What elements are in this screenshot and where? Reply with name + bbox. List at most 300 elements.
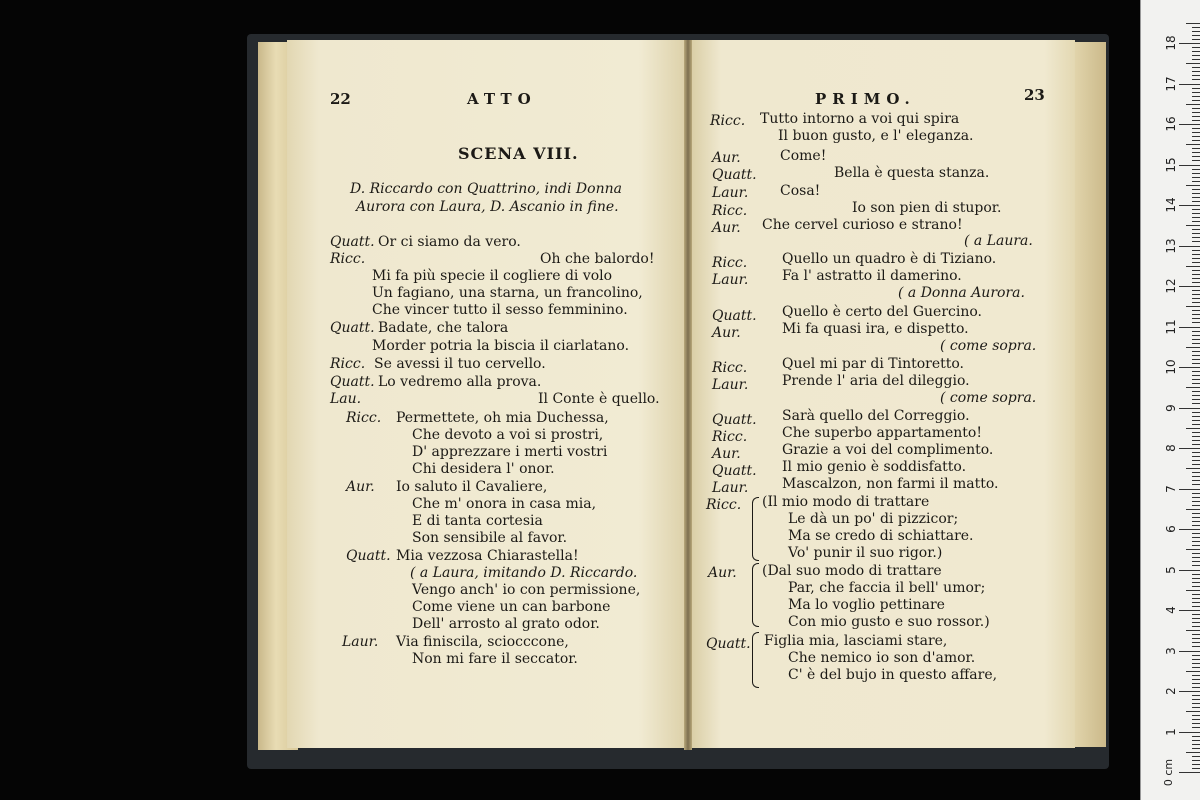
ruler-tick	[1192, 545, 1200, 546]
ruler-tick	[1192, 278, 1200, 279]
left-page-number: 22	[330, 90, 351, 108]
ruler-mark-label: 8	[1164, 444, 1178, 452]
ruler-tick	[1192, 351, 1200, 352]
verse-line: Badate, che talora	[378, 320, 509, 336]
speaker-label: Aur.	[712, 325, 741, 341]
ruler-tick	[1192, 533, 1200, 534]
ruler-tick	[1179, 124, 1200, 125]
verse-line: Prende l' aria del dileggio.	[782, 373, 970, 389]
ruler-tick	[1192, 634, 1200, 635]
ruler-tick	[1192, 31, 1200, 32]
ruler-tick	[1179, 327, 1200, 328]
ruler-tick	[1192, 460, 1200, 461]
verse-line: Le dà un po' di pizzicor;	[788, 511, 959, 527]
ruler-tick	[1192, 318, 1200, 319]
ruler-tick	[1192, 128, 1200, 129]
ruler-tick	[1192, 75, 1200, 76]
speaker-label: Ricc.	[712, 255, 748, 271]
ruler-tick	[1186, 468, 1200, 469]
ruler-tick	[1179, 165, 1200, 166]
speaker-label: Quatt.	[712, 412, 757, 428]
verse-line: C' è del bujo in questo affare,	[788, 667, 998, 683]
right-page-number: 23	[1024, 86, 1045, 104]
verse-line: Che superbo appartamento!	[782, 425, 982, 441]
ruler-tick	[1179, 691, 1200, 692]
speaker-label: Quatt.	[330, 374, 375, 390]
verse-line: Via finiscila, sciocccone,	[396, 634, 569, 650]
stage-direction-line: Aurora con Laura, D. Ascanio in fine.	[356, 199, 619, 215]
speaker-label: Laur.	[712, 185, 749, 201]
ruler-tick	[1192, 703, 1200, 704]
ruler-tick	[1192, 314, 1200, 315]
ruler-mark-label: 10	[1164, 359, 1178, 375]
verse-line: (Il mio modo di trattare	[762, 494, 930, 510]
stage-direction: ( come sopra.	[940, 338, 1037, 354]
ruler-tick	[1192, 679, 1200, 680]
ruler-tick	[1186, 144, 1200, 145]
speaker-label: Ricc.	[710, 113, 746, 129]
ruler-tick	[1192, 719, 1200, 720]
ruler-tick	[1186, 509, 1200, 510]
verse-line: Che vincer tutto il sesso femminino.	[372, 302, 628, 318]
ruler-tick	[1192, 476, 1200, 477]
verse-line: Son sensibile al favor.	[412, 530, 568, 546]
ruler-tick	[1192, 557, 1200, 558]
verse-line: Quel mi par di Tintoretto.	[782, 356, 964, 372]
speaker-label: Ricc.	[330, 251, 366, 267]
ruler-tick	[1192, 92, 1200, 93]
ruler-tick	[1192, 132, 1200, 133]
ruler-tick	[1192, 618, 1200, 619]
ruler-tick	[1192, 116, 1200, 117]
ruler-tick	[1192, 189, 1200, 190]
ruler-tick	[1192, 67, 1200, 68]
ruler-tick	[1192, 614, 1200, 615]
measurement-ruler	[1140, 0, 1200, 800]
ruler-tick	[1192, 298, 1200, 299]
ruler-tick	[1186, 23, 1200, 24]
ruler-tick	[1192, 501, 1200, 502]
ruler-tick	[1192, 517, 1200, 518]
ruler-mark-label: 6	[1164, 525, 1178, 533]
ruler-tick	[1186, 711, 1200, 712]
ruler-tick	[1192, 331, 1200, 332]
ruler-tick	[1179, 732, 1200, 733]
ruler-tick	[1192, 322, 1200, 323]
verse-line: Lo vedremo alla prova.	[378, 374, 542, 390]
verse-line: Tutto intorno a voi qui spira	[760, 111, 960, 127]
verse-line: Sarà quello del Correggio.	[782, 408, 970, 424]
ruler-tick	[1192, 525, 1200, 526]
speaker-label: Aur.	[346, 479, 375, 495]
ruler-mark-label: 1	[1164, 727, 1178, 736]
ruler-tick	[1192, 586, 1200, 587]
ruler-tick	[1192, 152, 1200, 153]
ruler-tick	[1192, 561, 1200, 562]
ruler-mark-label: 18	[1164, 35, 1178, 51]
speaker-label: Aur.	[712, 220, 741, 236]
ruler-tick	[1179, 367, 1200, 368]
ruler-tick	[1192, 582, 1200, 583]
ruler-tick	[1192, 440, 1200, 441]
verse-line: Se avessi il tuo cervello.	[374, 356, 546, 372]
ruler-tick	[1192, 744, 1200, 745]
verse-line: Vo' punir il suo rigor.)	[788, 545, 943, 561]
ruler-tick	[1192, 594, 1200, 595]
ruler-tick	[1192, 416, 1200, 417]
ruler-mark-label: 2	[1164, 687, 1178, 695]
ruler-tick	[1192, 480, 1200, 481]
speaker-label: Quatt.	[330, 234, 375, 250]
verse-line: Che devoto a voi si prostri,	[412, 427, 604, 443]
ruler-tick	[1192, 274, 1200, 275]
ruler-tick	[1192, 193, 1200, 194]
verse-line: Che nemico io son d'amor.	[788, 650, 976, 666]
right-running-head: PRIMO.	[815, 90, 916, 108]
ruler-tick	[1192, 699, 1200, 700]
ruler-tick	[1192, 302, 1200, 303]
ruler-mark-label: 3	[1164, 646, 1178, 655]
ruler-tick	[1192, 221, 1200, 222]
ruler-tick	[1192, 213, 1200, 214]
verse-line: E di tanta cortesia	[412, 513, 543, 529]
stage-direction: ( a Donna Aurora.	[898, 285, 1025, 301]
ruler-tick	[1192, 262, 1200, 263]
ruler-tick	[1192, 173, 1200, 174]
ruler-tick	[1192, 294, 1200, 295]
ruler-tick	[1192, 363, 1200, 364]
ruler-tick	[1186, 185, 1200, 186]
ruler-tick	[1192, 513, 1200, 514]
ruler-tick	[1192, 177, 1200, 178]
ruler-tick	[1192, 237, 1200, 238]
verse-line: Permettete, oh mia Duchessa,	[396, 410, 609, 426]
verse-line: Vengo anch' io con permissione,	[412, 582, 641, 598]
ruler-tick	[1192, 655, 1200, 656]
ruler-tick	[1192, 391, 1200, 392]
left-running-head: ATTO	[467, 90, 537, 108]
speaker-label: Aur.	[708, 565, 737, 581]
ruler-tick	[1192, 100, 1200, 101]
ruler-tick	[1192, 687, 1200, 688]
ruler-tick	[1192, 112, 1200, 113]
verse-line: Ma se credo di schiattare.	[788, 528, 974, 544]
verse-line: Mi fa quasi ira, e dispetto.	[782, 321, 969, 337]
ruler-tick	[1192, 659, 1200, 660]
ruler-tick	[1192, 456, 1200, 457]
ruler-tick	[1179, 205, 1200, 206]
verse-line: Il buon gusto, e l' eleganza.	[778, 128, 974, 144]
ruler-tick	[1179, 772, 1200, 773]
ruler-tick	[1192, 646, 1200, 647]
speaker-label: Laur.	[712, 272, 749, 288]
ruler-tick	[1192, 432, 1200, 433]
verse-line: Or ci siamo da vero.	[378, 234, 521, 250]
ruler-tick	[1186, 428, 1200, 429]
ruler-mark-label: 15	[1164, 156, 1178, 173]
verse-line: Il Conte è quello.	[538, 391, 660, 407]
ruler-tick	[1192, 241, 1200, 242]
ruler-tick	[1186, 306, 1200, 307]
ruler-tick	[1192, 727, 1200, 728]
ruler-tick	[1192, 764, 1200, 765]
ruler-tick	[1192, 464, 1200, 465]
ruler-tick	[1192, 355, 1200, 356]
ruler-tick	[1192, 339, 1200, 340]
ruler-tick	[1192, 436, 1200, 437]
verse-line: Figlia mia, lasciami stare,	[764, 633, 948, 649]
ruler-tick	[1186, 590, 1200, 591]
ruler-tick	[1192, 638, 1200, 639]
ruler-tick	[1192, 521, 1200, 522]
verse-line: Non mi fare il seccator.	[412, 651, 578, 667]
ruler-tick	[1192, 148, 1200, 149]
verse-line: Come viene un can barbone	[412, 599, 611, 615]
ruler-tick	[1186, 671, 1200, 672]
verse-line: (Dal suo modo di trattare	[762, 563, 942, 579]
ruler-tick	[1192, 181, 1200, 182]
speaker-label: Quatt.	[712, 308, 757, 324]
ruler-tick	[1179, 651, 1200, 652]
verse-line: Chi desidera l' onor.	[412, 461, 555, 477]
verse-line: Il mio genio è soddisfatto.	[782, 459, 967, 475]
ruler-tick	[1192, 472, 1200, 473]
ruler-tick	[1186, 347, 1200, 348]
ruler-mark-label: 12	[1164, 278, 1178, 294]
ruler-tick	[1192, 120, 1200, 121]
speaker-label: Quatt.	[712, 167, 757, 183]
ruler-mark-label: 9	[1164, 403, 1178, 412]
ruler-tick	[1192, 452, 1200, 453]
verse-line: Cosa!	[780, 183, 821, 199]
ruler-tick	[1192, 270, 1200, 271]
verse-line: Bella è questa stanza.	[834, 165, 990, 181]
ruler-tick	[1192, 493, 1200, 494]
ruler-tick	[1192, 108, 1200, 109]
ruler-tick	[1179, 84, 1200, 85]
ruler-tick	[1192, 371, 1200, 372]
verse-line: Con mio gusto e suo rossor.)	[788, 614, 990, 630]
ruler-tick	[1192, 740, 1200, 741]
speaker-label: Quatt.	[706, 636, 751, 652]
ruler-tick	[1192, 606, 1200, 607]
ruler-tick	[1192, 209, 1200, 210]
verse-line: Mascalzon, non farmi il matto.	[782, 476, 999, 492]
speaker-label: Ricc.	[706, 497, 742, 513]
ruler-unit-label: 0 cm	[1162, 758, 1176, 787]
ruler-tick	[1192, 310, 1200, 311]
verse-line: Che m' onora in casa mia,	[412, 496, 597, 512]
verse-line: Quello un quadro è di Tiziano.	[782, 251, 997, 267]
stage-direction: ( a Laura.	[964, 233, 1033, 249]
ruler-tick	[1192, 169, 1200, 170]
ruler-tick	[1192, 537, 1200, 538]
ruler-tick	[1179, 529, 1200, 530]
ruler-tick	[1192, 565, 1200, 566]
ruler-tick	[1192, 59, 1200, 60]
ruler-tick	[1192, 343, 1200, 344]
ruler-tick	[1192, 695, 1200, 696]
ruler-tick	[1192, 379, 1200, 380]
speaker-label: Laur.	[712, 480, 749, 496]
verse-line: Fa l' astratto il damerino.	[782, 268, 962, 284]
ruler-tick	[1186, 752, 1200, 753]
speaker-label: Ricc.	[712, 429, 748, 445]
ruler-tick	[1179, 489, 1200, 490]
ruler-tick	[1192, 707, 1200, 708]
ruler-tick	[1192, 140, 1200, 141]
speaker-label: Quatt.	[330, 320, 375, 336]
ruler-tick	[1192, 424, 1200, 425]
ruler-tick	[1192, 663, 1200, 664]
verse-line: D' apprezzare i merti vostri	[412, 444, 608, 460]
ruler-tick	[1192, 683, 1200, 684]
ruler-tick	[1192, 39, 1200, 40]
speaker-label: Quatt.	[712, 463, 757, 479]
speaker-label: Quatt.	[346, 548, 391, 564]
ruler-tick	[1192, 444, 1200, 445]
ruler-tick	[1179, 570, 1200, 571]
ruler-tick	[1186, 63, 1200, 64]
ruler-tick	[1192, 574, 1200, 575]
ruler-tick	[1179, 43, 1200, 44]
ruler-mark-label: 7	[1164, 484, 1178, 493]
ruler-tick	[1192, 598, 1200, 599]
ruler-tick	[1192, 497, 1200, 498]
ruler-mark-label: 17	[1164, 75, 1178, 92]
ruler-tick	[1192, 233, 1200, 234]
speaker-label: Laur.	[342, 634, 379, 650]
verse-line: Dell' arrosto al grato odor.	[412, 616, 600, 632]
ruler-tick	[1192, 250, 1200, 251]
speaker-label: Lau.	[330, 391, 362, 407]
ruler-tick	[1192, 622, 1200, 623]
ruler-tick	[1192, 412, 1200, 413]
ruler-tick	[1192, 79, 1200, 80]
ruler-tick	[1192, 47, 1200, 48]
ruler-tick	[1192, 254, 1200, 255]
verse-line: Mi fa più specie il cogliere di volo	[372, 268, 613, 284]
ruler-tick	[1192, 602, 1200, 603]
page-edges-right	[1070, 42, 1106, 747]
speaker-label: Ricc.	[330, 356, 366, 372]
ruler-tick	[1192, 359, 1200, 360]
ruler-tick	[1192, 335, 1200, 336]
verse-line: Mia vezzosa Chiarastella!	[396, 548, 579, 564]
ruler-tick	[1192, 197, 1200, 198]
ruler-tick	[1192, 420, 1200, 421]
ruler-tick	[1192, 715, 1200, 716]
ruler-tick	[1192, 756, 1200, 757]
verse-line: Par, che faccia il bell' umor;	[788, 580, 986, 596]
ruler-mark-label: 4	[1164, 606, 1178, 614]
ruler-tick	[1192, 748, 1200, 749]
ruler-tick	[1192, 51, 1200, 52]
ruler-tick	[1186, 387, 1200, 388]
verse-brace	[752, 497, 759, 561]
stage-direction: ( a Laura, imitando D. Riccardo.	[410, 565, 638, 581]
ruler-tick	[1179, 448, 1200, 449]
ruler-mark-label: 14	[1164, 197, 1178, 213]
verse-line: Che cervel curioso e strano!	[762, 217, 963, 233]
ruler-tick	[1192, 723, 1200, 724]
verse-line: Morder potria la biscia il ciarlatano.	[372, 338, 630, 354]
ruler-tick	[1192, 71, 1200, 72]
ruler-tick	[1192, 96, 1200, 97]
ruler-tick	[1186, 549, 1200, 550]
ruler-tick	[1192, 768, 1200, 769]
stage-direction-line: D. Riccardo con Quattrino, indi Donna	[350, 181, 622, 197]
speaker-label: Ricc.	[712, 203, 748, 219]
ruler-tick	[1192, 760, 1200, 761]
ruler-tick	[1192, 505, 1200, 506]
ruler-tick	[1179, 408, 1200, 409]
ruler-tick	[1192, 35, 1200, 36]
ruler-tick	[1192, 217, 1200, 218]
ruler-tick	[1192, 578, 1200, 579]
ruler-tick	[1179, 286, 1200, 287]
ruler-mark-label: 13	[1164, 237, 1178, 254]
ruler-tick	[1192, 484, 1200, 485]
ruler-tick	[1192, 399, 1200, 400]
ruler-tick	[1192, 156, 1200, 157]
verse-line: Ma lo voglio pettinare	[788, 597, 945, 613]
stage-direction: ( come sopra.	[940, 390, 1037, 406]
ruler-mark-label: 16	[1164, 116, 1178, 132]
ruler-mark-label: 5	[1164, 565, 1178, 574]
verse-line: Io saluto il Cavaliere,	[396, 479, 548, 495]
ruler-tick	[1192, 290, 1200, 291]
ruler-tick	[1192, 258, 1200, 259]
ruler-tick	[1179, 610, 1200, 611]
ruler-tick	[1186, 225, 1200, 226]
verse-line: Io son pien di stupor.	[852, 200, 1002, 216]
ruler-tick	[1192, 160, 1200, 161]
ruler-tick	[1192, 667, 1200, 668]
ruler-tick	[1179, 246, 1200, 247]
verse-line: Quello è certo del Guercino.	[782, 304, 982, 320]
ruler-tick	[1186, 104, 1200, 105]
ruler-tick	[1192, 675, 1200, 676]
verse-line: Grazie a voi del complimento.	[782, 442, 994, 458]
speaker-label: Ricc.	[712, 360, 748, 376]
ruler-tick	[1192, 201, 1200, 202]
ruler-tick	[1192, 375, 1200, 376]
ruler-tick	[1192, 27, 1200, 28]
ruler-tick	[1192, 403, 1200, 404]
speaker-label: Laur.	[712, 377, 749, 393]
ruler-tick	[1192, 395, 1200, 396]
ruler-tick	[1192, 282, 1200, 283]
book-gutter	[684, 40, 692, 750]
ruler-tick	[1192, 88, 1200, 89]
verse-line: Come!	[780, 148, 827, 164]
ruler-tick	[1186, 630, 1200, 631]
ruler-mark-label: 11	[1164, 318, 1178, 335]
ruler-tick	[1192, 136, 1200, 137]
ruler-tick	[1192, 383, 1200, 384]
ruler-tick	[1186, 266, 1200, 267]
verse-line: Oh che balordo!	[540, 251, 655, 267]
speaker-label: Aur.	[712, 446, 741, 462]
speaker-label: Aur.	[712, 150, 741, 166]
ruler-tick	[1192, 229, 1200, 230]
verse-brace	[752, 632, 759, 688]
verse-line: Un fagiano, una starna, un francolino,	[372, 285, 643, 301]
speaker-label: Ricc.	[346, 410, 382, 426]
ruler-tick	[1192, 736, 1200, 737]
verse-brace	[752, 563, 759, 627]
